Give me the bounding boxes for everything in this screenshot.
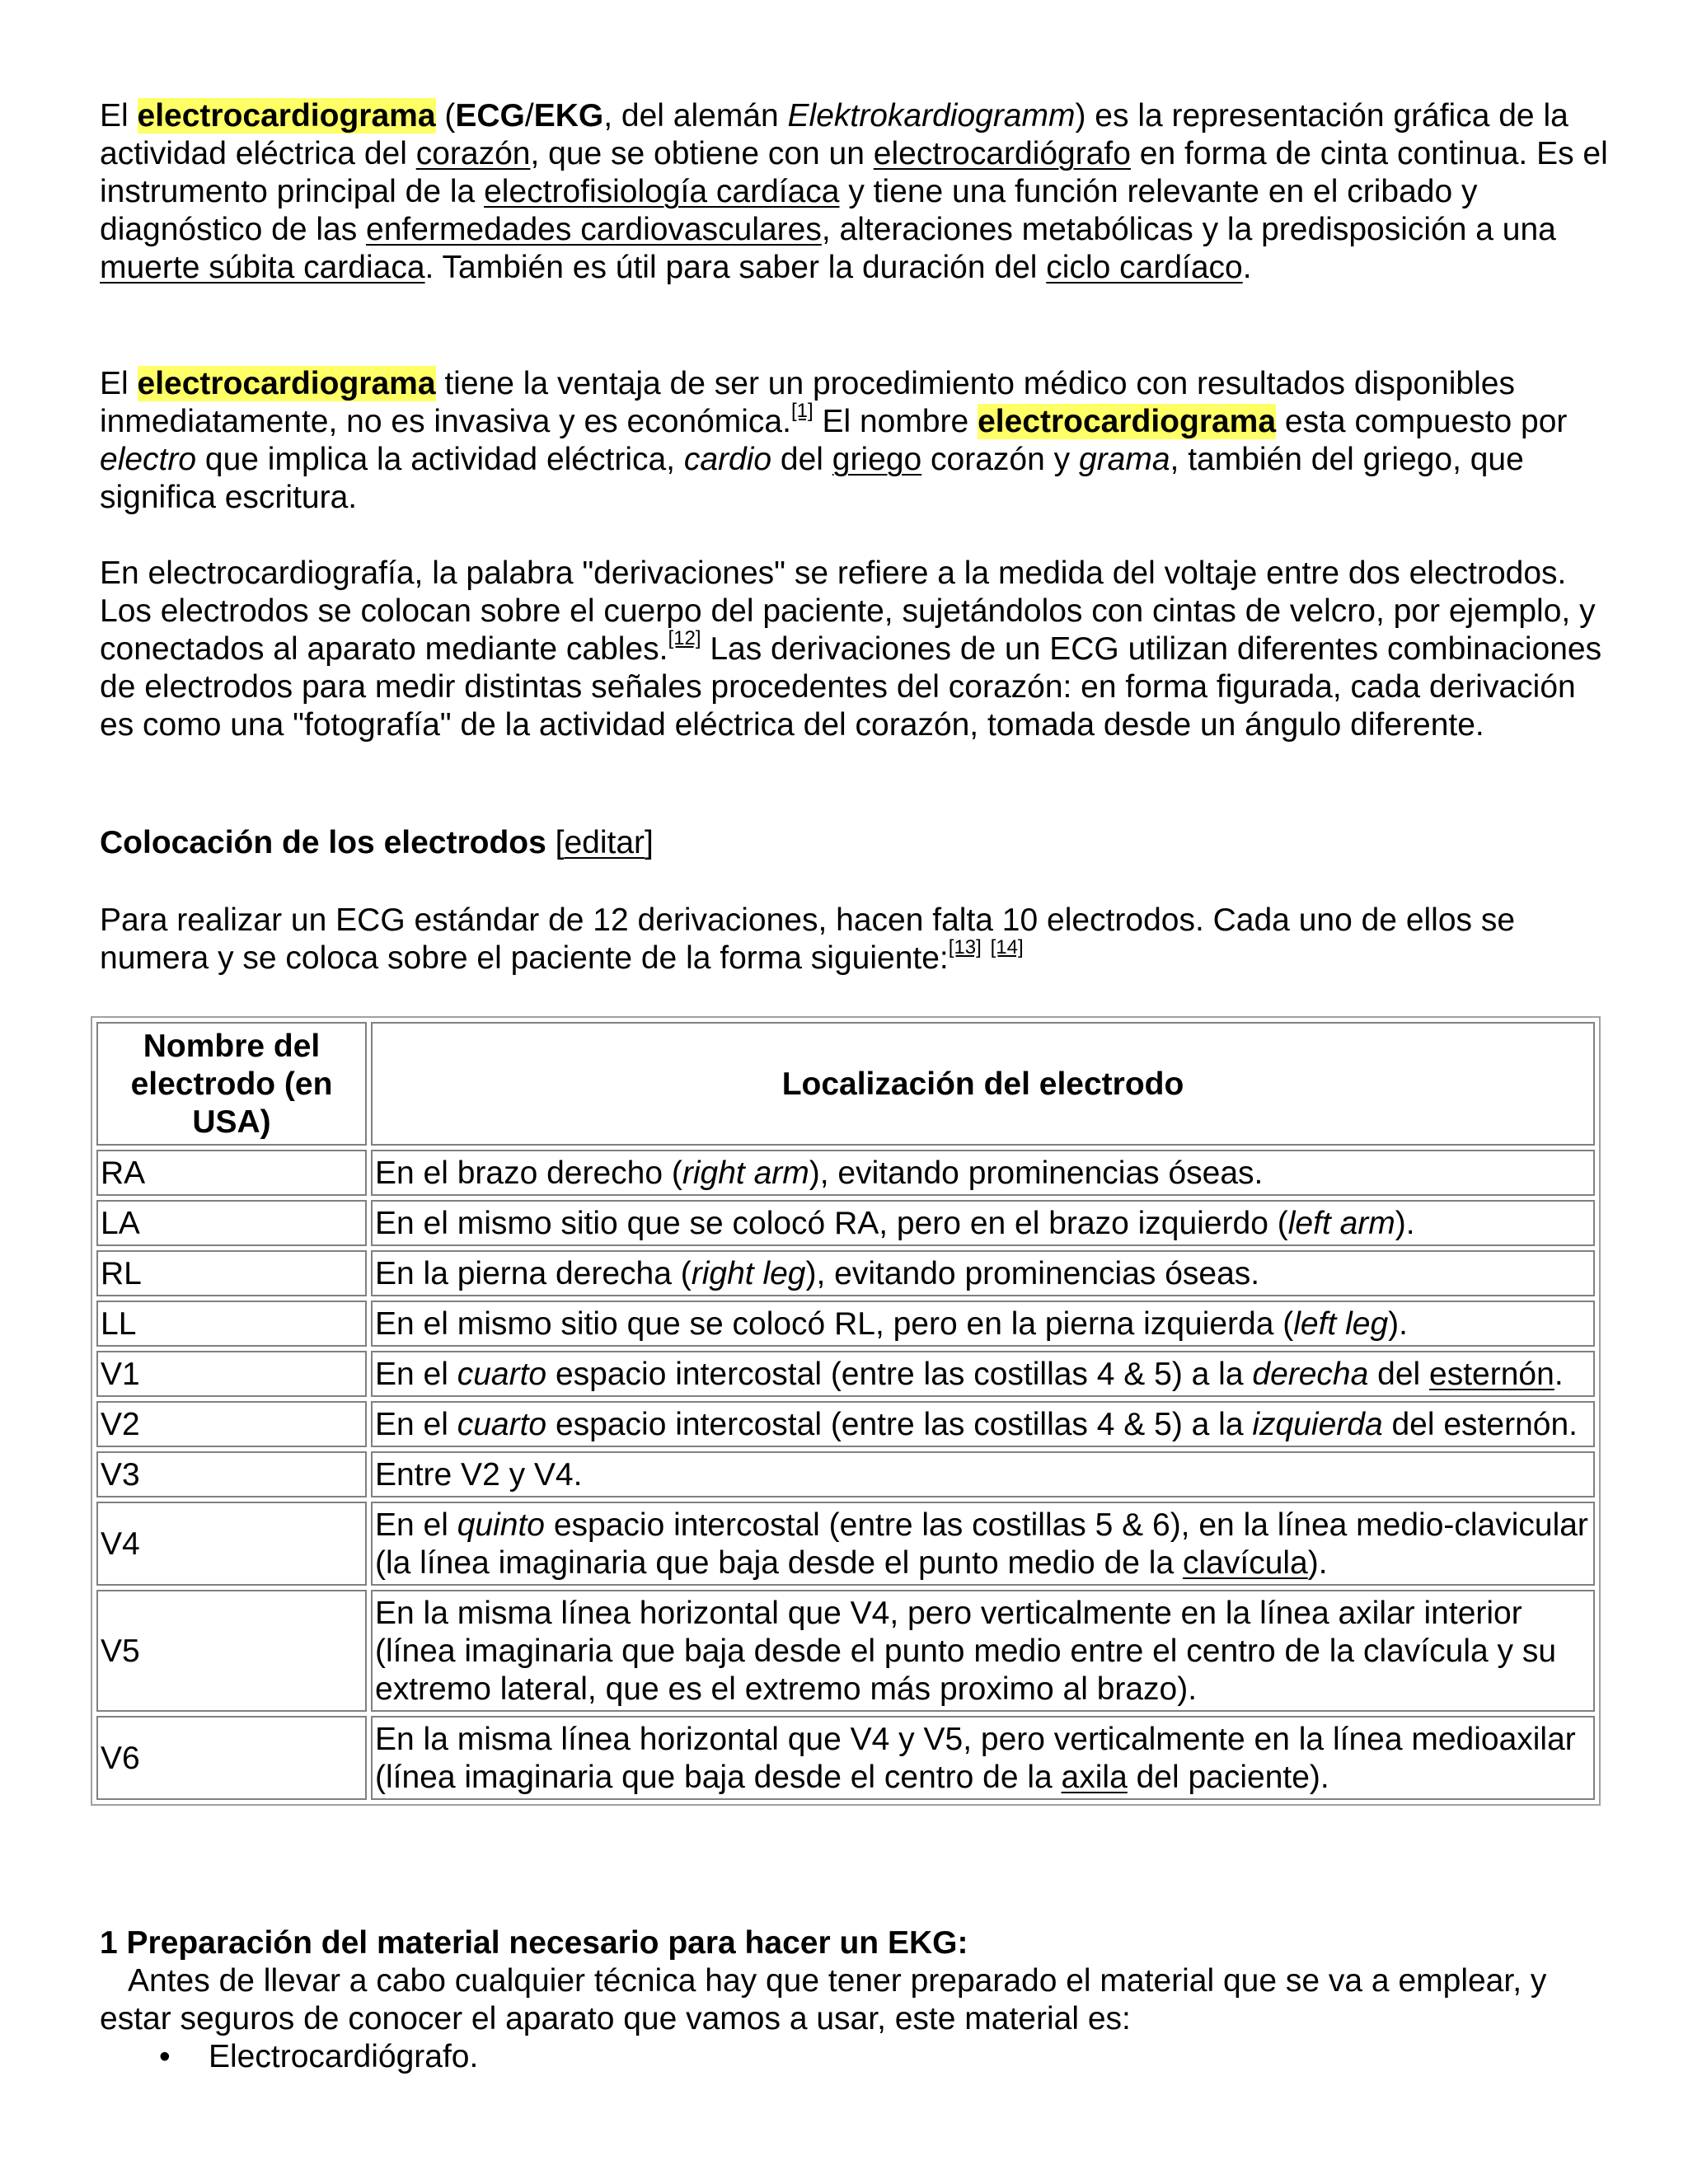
text: .	[1242, 250, 1252, 285]
electrodes-intro-paragraph	[100, 902, 1608, 977]
electrode-location: En el mismo sitio que se colocó RL, pero en la pierna izquierda (left leg).	[371, 1301, 1595, 1347]
table-row	[96, 1301, 1595, 1347]
text: El	[100, 98, 138, 134]
electrode-name: RL	[96, 1250, 367, 1296]
text: ) es la representación gráfica de la actividad eléctrica del	[100, 98, 1568, 171]
electrode-name: RA	[96, 1150, 367, 1196]
table-header-row	[96, 1022, 1595, 1146]
electrode-name: LA	[96, 1200, 367, 1246]
link-clavicula[interactable]: clavícula	[1183, 1545, 1308, 1581]
italic-term: grama	[1078, 442, 1170, 477]
link-electrocardiografo[interactable]: electrocardiógrafo	[873, 136, 1131, 171]
link-esternon[interactable]: esternón	[1429, 1357, 1554, 1392]
reference-link[interactable]: [14]	[990, 936, 1024, 958]
bold-term: EKG	[533, 98, 604, 134]
derivations-paragraph	[100, 555, 1608, 744]
text: El	[100, 366, 138, 401]
column-header: Localización del electrodo	[371, 1022, 1595, 1146]
link-griego[interactable]: griego	[832, 442, 922, 477]
table-row	[96, 1351, 1595, 1397]
text: , del alemán	[603, 98, 788, 134]
reference-link[interactable]: [1]	[790, 400, 814, 422]
reference-link[interactable]: [13]	[948, 936, 982, 958]
table-row	[96, 1716, 1595, 1800]
electrode-name: V2	[96, 1401, 367, 1447]
section-title: Colocación de los electrodos	[100, 825, 546, 860]
list-item	[100, 2038, 478, 2076]
section-heading	[100, 824, 1608, 862]
table-row	[96, 1502, 1595, 1586]
list-item-label: Electrocardiógrafo.	[209, 2039, 479, 2074]
electrode-name: V4	[96, 1502, 367, 1586]
electrode-name: V6	[96, 1716, 367, 1800]
italic-term: electro	[100, 442, 197, 477]
table-row	[96, 1401, 1595, 1447]
electrode-location: En la misma línea horizontal que V4 y V5, pero verticalmente en la línea medioaxilar (línea imaginaria que baja desde el centro de la axila del paciente).	[371, 1716, 1595, 1800]
text: /	[524, 98, 534, 134]
electrode-location: En la misma línea horizontal que V4, pero verticalmente en la línea axilar interior (línea imaginaria que baja desde el punto medio entre el centro de la clavícula y su extremo lateral, que es el extremo más proximo al brazo).	[371, 1590, 1595, 1712]
electrode-location: Entre V2 y V4.	[371, 1451, 1595, 1497]
link-axila[interactable]: axila	[1061, 1760, 1128, 1795]
material-list	[100, 2038, 478, 2076]
text: El nombre	[813, 404, 978, 439]
link-electrofisiologia[interactable]: electrofisiología cardíaca	[484, 174, 840, 209]
text: . También es útil para saber la duración del	[424, 250, 1047, 285]
link-corazon[interactable]: corazón	[415, 136, 531, 171]
text: En electrocardiografía, la palabra "derivaciones" se refiere a la medida del voltaje entre dos electrodos. Los electrodos se colocan sobre el cuerpo del paciente, sujetándolos con cintas de velcro, por ejemplo, y conectados al aparato mediante cables.	[100, 555, 1596, 667]
table-row	[96, 1250, 1595, 1296]
preparation-paragraph: Antes de llevar a cabo cualquier técnica hay que tener preparado el material que se va a emplear, y estar seguros de conocer el aparato que vamos a usar, este material es:	[100, 1963, 1547, 2036]
bold-term: ECG	[455, 98, 525, 134]
electrode-location: En la pierna derecha (right leg), evitando prominencias óseas.	[371, 1250, 1595, 1296]
italic-term: cardio	[683, 442, 772, 477]
italic-term: Elektrokardiogramm	[787, 98, 1076, 134]
text: [	[546, 825, 565, 860]
text: en forma de cinta continua. Es el instrumento principal de la	[100, 136, 1608, 209]
edit-link[interactable]: editar	[564, 825, 645, 860]
text: ]	[645, 825, 654, 860]
intro-paragraph	[100, 97, 1608, 287]
text: Para realizar un ECG estándar de 12 derivaciones, hacen falta 10 electrodos. Cada uno de ellos se numera y se coloca sobre el paciente de la forma siguiente:	[100, 902, 1516, 976]
text: esta compuesto por	[1276, 404, 1568, 439]
text: y tiene una función relevante en el cribado y diagnóstico de las	[100, 174, 1478, 247]
advantages-paragraph	[100, 365, 1608, 517]
text: , que se obtiene con un	[530, 136, 874, 171]
highlighted-term: electrocardiograma	[978, 404, 1277, 439]
link-muerte-subita[interactable]: muerte súbita cardiaca	[100, 250, 425, 285]
table-row	[96, 1200, 1595, 1246]
table-row	[96, 1150, 1595, 1196]
highlighted-term: electrocardiograma	[137, 366, 436, 401]
text: tiene la ventaja de ser un procedimiento médico con resultados disponibles inmediatamente, no es invasiva y es económica.	[100, 366, 1515, 439]
bullet-icon: •	[159, 2039, 171, 2074]
reference-link[interactable]: [12]	[668, 627, 701, 649]
text: del	[771, 442, 832, 477]
preparation-heading: 1 Preparación del material necesario para hacer un EKG:	[100, 1925, 968, 1961]
text: que implica la actividad eléctrica,	[196, 442, 684, 477]
electrode-location: En el brazo derecho (right arm), evitando prominencias óseas.	[371, 1150, 1595, 1196]
electrode-name: V1	[96, 1351, 367, 1397]
column-header: Nombre del electrodo (en USA)	[96, 1022, 367, 1146]
electrode-location: En el cuarto espacio intercostal (entre las costillas 4 & 5) a la derecha del esternón.	[371, 1351, 1595, 1397]
text: (	[435, 98, 456, 134]
highlighted-term: electrocardiograma	[137, 98, 436, 134]
text: corazón y	[921, 442, 1079, 477]
text: , también del griego, que significa escritura.	[100, 442, 1524, 515]
table-row	[96, 1590, 1595, 1712]
electrode-name: V5	[96, 1590, 367, 1712]
electrode-name: LL	[96, 1301, 367, 1347]
electrode-table	[91, 1016, 1601, 1806]
text: , alteraciones metabólicas y la predisposición a una	[821, 212, 1556, 247]
electrode-location: En el cuarto espacio intercostal (entre las costillas 4 & 5) a la izquierda del esternón.	[371, 1401, 1595, 1447]
electrode-location: En el quinto espacio intercostal (entre las costillas 5 & 6), en la línea medio-clavicular (la línea imaginaria que baja desde el punto medio de la clavícula).	[371, 1502, 1595, 1586]
link-enfermedades-cardiovasculares[interactable]: enfermedades cardiovasculares	[366, 212, 822, 247]
electrode-location: En el mismo sitio que se colocó RA, pero en el brazo izquierdo (left arm).	[371, 1200, 1595, 1246]
text: Las derivaciones de un ECG utilizan diferentes combinaciones de electrodos para medir distintas señales procedentes del corazón: en forma figurada, cada derivación es como una "fotografía" de la actividad eléctrica del corazón, tomada desde un ángulo diferente.	[100, 631, 1602, 743]
electrode-name: V3	[96, 1451, 367, 1497]
link-ciclo-cardiaco[interactable]: ciclo cardíaco	[1046, 250, 1243, 285]
table-row	[96, 1451, 1595, 1497]
